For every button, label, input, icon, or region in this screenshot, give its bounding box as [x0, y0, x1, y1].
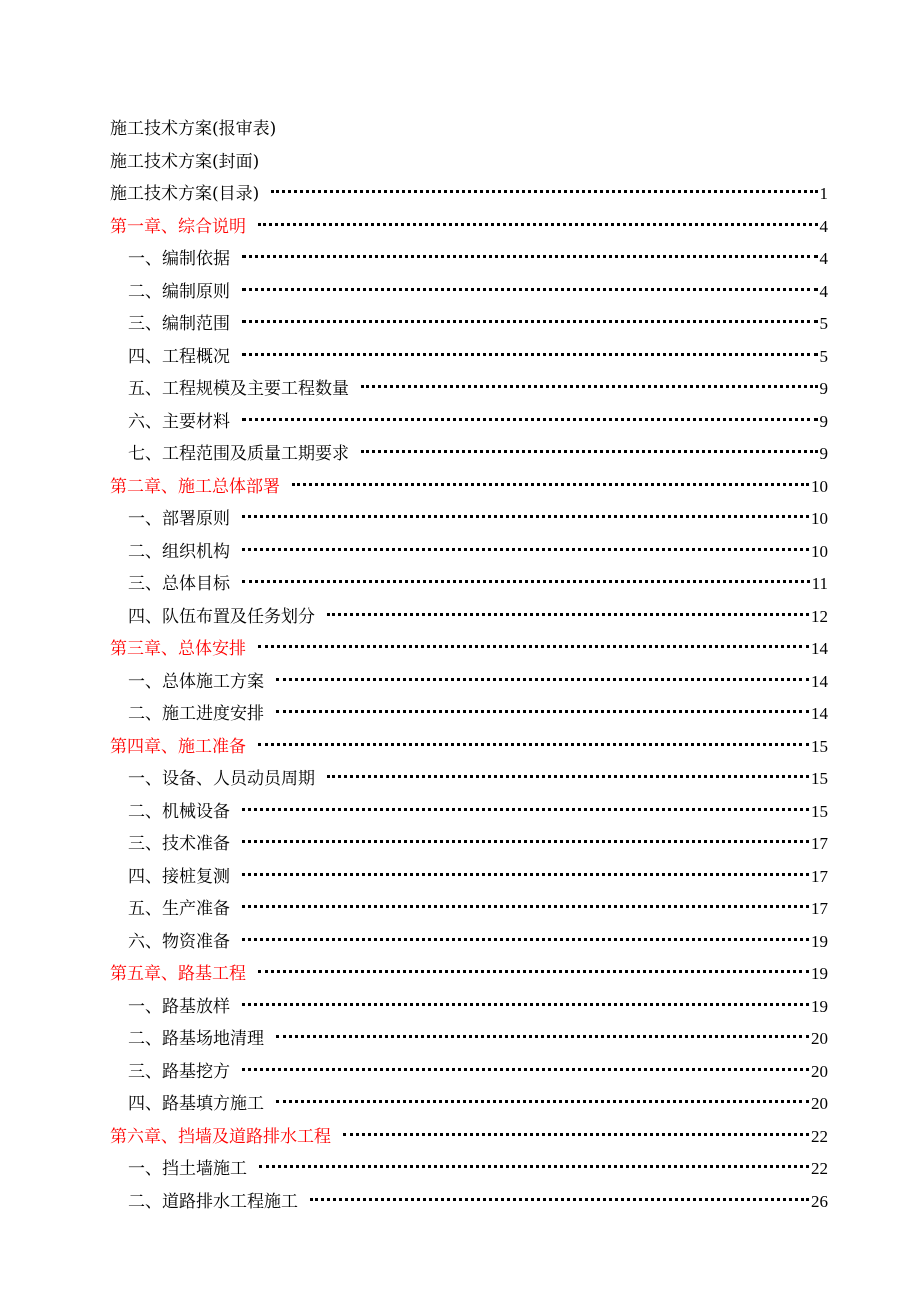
toc-entry[interactable] — [110, 991, 828, 1024]
toc-page-number: 10 — [811, 509, 828, 528]
toc-entry-title: 第一章、综合说明 — [110, 216, 246, 237]
toc-entry-title: 第二章、施工总体部署 — [110, 476, 280, 497]
toc-entry[interactable] — [110, 406, 828, 439]
toc-entry[interactable] — [110, 893, 828, 926]
toc-chapter-entry[interactable] — [110, 731, 828, 764]
toc-chapter-entry[interactable] — [110, 471, 828, 504]
toc-page-number: 20 — [811, 1094, 828, 1113]
toc-dot-leader — [276, 1100, 809, 1103]
toc-entry[interactable] — [110, 146, 828, 179]
toc-page-number: 5 — [819, 314, 828, 333]
toc-dot-leader — [258, 743, 809, 746]
toc-entry-title: 六、主要材料 — [128, 411, 230, 432]
toc-entry[interactable] — [110, 503, 828, 536]
toc-dot-leader — [242, 418, 818, 421]
toc-chapter-entry[interactable] — [110, 633, 828, 666]
toc-page-number: 26 — [811, 1191, 828, 1211]
toc-entry-title: 一、路基放样 — [128, 996, 230, 1017]
toc-entry-title: 施工技术方案(报审表) — [110, 119, 277, 139]
toc-entry-title: 三、技术准备 — [128, 834, 230, 854]
toc-dot-leader — [242, 580, 810, 583]
toc-entry-title: 一、编制依据 — [128, 249, 230, 269]
toc-entry[interactable] — [110, 763, 828, 796]
toc-page-number: 15 — [811, 801, 828, 821]
toc-page-number: 15 — [811, 736, 828, 756]
toc-page-number: 11 — [811, 574, 828, 593]
toc-entry[interactable] — [110, 698, 828, 731]
toc-entry-title: 第六章、挡墙及道路排水工程 — [110, 1126, 331, 1147]
toc-dot-leader — [259, 1165, 809, 1168]
toc-page-number: 19 — [811, 996, 828, 1016]
toc-page-number: 14 — [811, 704, 828, 723]
toc-page-number: 10 — [811, 541, 828, 561]
toc-entry[interactable] — [110, 828, 828, 861]
toc-entry-title: 一、总体施工方案 — [128, 671, 264, 692]
toc-dot-leader — [242, 840, 809, 843]
toc-entry-title: 二、路基场地清理 — [128, 1029, 264, 1049]
toc-entry[interactable] — [110, 178, 828, 211]
toc-page-number: 22 — [811, 1159, 828, 1178]
toc-dot-leader — [327, 613, 809, 616]
toc-entry-title: 一、挡土墙施工 — [128, 1159, 247, 1179]
toc-entry-title: 第五章、路基工程 — [110, 964, 246, 984]
toc-page-number: 10 — [811, 476, 828, 496]
toc-page-number: 5 — [819, 346, 828, 366]
toc-entry-title: 四、队伍布置及任务划分 — [128, 606, 315, 627]
toc-page-number: 22 — [811, 1126, 828, 1146]
toc-page-number: 14 — [811, 639, 828, 658]
toc-page-number: 17 — [811, 834, 828, 853]
toc-entry-title: 第三章、总体安排 — [110, 639, 246, 659]
toc-entry[interactable] — [110, 601, 828, 634]
toc-entry[interactable] — [110, 243, 828, 276]
toc-entry[interactable] — [110, 1056, 828, 1089]
toc-dot-leader — [242, 515, 809, 518]
toc-entry[interactable] — [110, 308, 828, 341]
toc-dot-leader — [242, 353, 818, 356]
toc-entry[interactable] — [110, 536, 828, 569]
toc-dot-leader — [327, 775, 809, 778]
toc-dot-leader — [242, 873, 809, 876]
toc-page-number: 20 — [811, 1061, 828, 1081]
toc-entry[interactable] — [110, 276, 828, 309]
toc-dot-leader — [276, 678, 809, 681]
toc-dot-leader — [258, 645, 809, 648]
toc-page-number: 17 — [811, 899, 828, 918]
toc-dot-leader — [361, 385, 818, 388]
toc-chapter-entry[interactable] — [110, 211, 828, 244]
toc-page-number: 9 — [819, 411, 828, 431]
toc-entry-title: 三、编制范围 — [128, 314, 230, 334]
toc-entry-title: 一、设备、人员动员周期 — [128, 769, 315, 789]
toc-page-number: 4 — [819, 249, 828, 268]
toc-entry-title: 二、编制原则 — [128, 281, 230, 302]
toc-entry-title: 四、路基填方施工 — [128, 1094, 264, 1114]
toc-entry-title: 二、道路排水工程施工 — [128, 1191, 298, 1212]
table-of-contents — [110, 113, 828, 1218]
toc-chapter-entry[interactable] — [110, 1121, 828, 1154]
toc-page-number: 1 — [819, 184, 828, 203]
toc-page-number: 15 — [811, 769, 828, 788]
toc-page-number: 4 — [819, 281, 828, 301]
toc-entry-title: 四、接桩复测 — [128, 866, 230, 887]
toc-dot-leader — [271, 190, 817, 193]
toc-dot-leader — [242, 1003, 809, 1006]
toc-entry[interactable] — [110, 1153, 828, 1186]
toc-dot-leader — [258, 223, 818, 226]
toc-dot-leader — [276, 710, 809, 713]
toc-entry-title: 二、组织机构 — [128, 541, 230, 562]
toc-page-number: 4 — [819, 216, 828, 236]
toc-entry-title: 二、机械设备 — [128, 801, 230, 822]
toc-dot-leader — [242, 255, 818, 258]
toc-entry-title: 第四章、施工准备 — [110, 736, 246, 757]
toc-dot-leader — [242, 548, 809, 551]
toc-entry[interactable] — [110, 926, 828, 959]
toc-entry-title: 三、总体目标 — [128, 574, 230, 594]
toc-dot-leader — [276, 1035, 809, 1038]
toc-entry-title: 六、物资准备 — [128, 931, 230, 952]
toc-page-number: 20 — [811, 1029, 828, 1048]
toc-entry-title: 一、部署原则 — [128, 509, 230, 529]
toc-dot-leader — [242, 288, 818, 291]
toc-entry-title: 三、路基挖方 — [128, 1061, 230, 1082]
toc-entry[interactable] — [110, 796, 828, 829]
toc-entry[interactable] — [110, 568, 828, 601]
toc-dot-leader — [343, 1133, 809, 1136]
toc-dot-leader — [242, 1068, 809, 1071]
toc-entry-title: 七、工程范围及质量工期要求 — [128, 444, 349, 464]
toc-dot-leader — [258, 970, 809, 973]
toc-entry-title: 四、工程概况 — [128, 346, 230, 367]
toc-entry[interactable] — [110, 1023, 828, 1056]
toc-entry[interactable] — [110, 341, 828, 374]
toc-page-number: 12 — [811, 606, 828, 626]
toc-dot-leader — [242, 905, 809, 908]
toc-page-number: 19 — [811, 964, 828, 983]
toc-chapter-entry[interactable] — [110, 958, 828, 991]
toc-entry[interactable] — [110, 438, 828, 471]
toc-entry[interactable] — [110, 373, 828, 406]
toc-entry-title: 施工技术方案(目录) — [110, 184, 260, 204]
toc-entry[interactable] — [110, 861, 828, 894]
toc-entry[interactable] — [110, 1186, 828, 1219]
toc-entry[interactable] — [110, 1088, 828, 1121]
toc-page-number: 14 — [811, 671, 828, 691]
toc-entry-title: 五、工程规模及主要工程数量 — [128, 379, 349, 399]
toc-dot-leader — [242, 320, 818, 323]
toc-entry[interactable] — [110, 113, 828, 146]
toc-page-number: 17 — [811, 866, 828, 886]
toc-dot-leader — [242, 938, 809, 941]
toc-page-number: 9 — [819, 379, 828, 398]
toc-entry[interactable] — [110, 666, 828, 699]
toc-entry-title: 五、生产准备 — [128, 899, 230, 919]
toc-entry-title: 二、施工进度安排 — [128, 704, 264, 724]
toc-entry-title: 施工技术方案(封面) — [110, 151, 260, 172]
toc-page-number: 19 — [811, 931, 828, 951]
toc-page-number: 9 — [819, 444, 828, 463]
toc-dot-leader — [361, 450, 818, 453]
toc-dot-leader — [310, 1198, 809, 1201]
toc-dot-leader — [242, 808, 809, 811]
toc-dot-leader — [292, 483, 809, 486]
